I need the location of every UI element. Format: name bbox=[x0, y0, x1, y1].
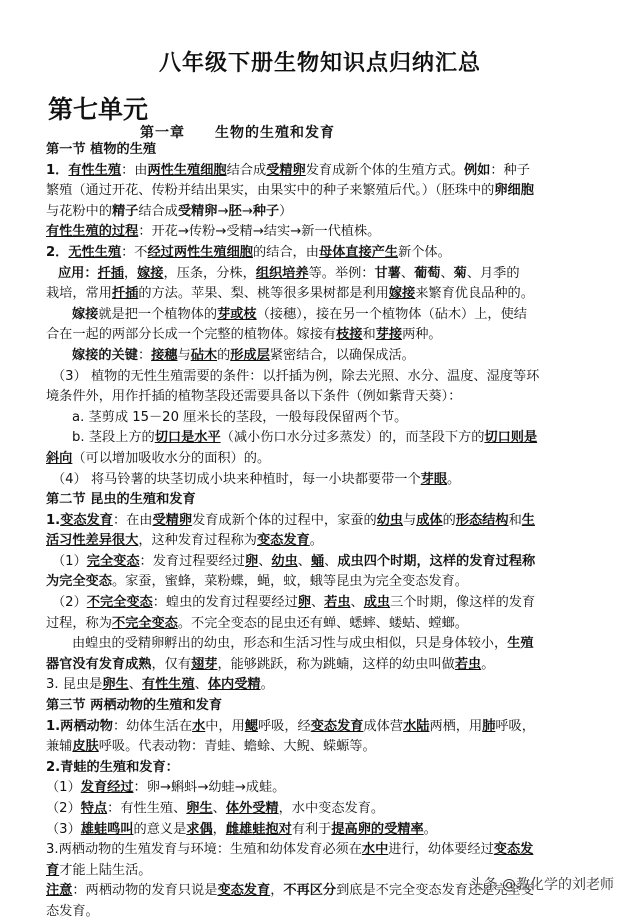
text-run: 枝接 bbox=[336, 327, 363, 343]
text-run: 、 bbox=[310, 595, 325, 611]
text-run: 才能上陆生活。 bbox=[59, 862, 152, 878]
text-run: 水 bbox=[192, 718, 206, 734]
text-run: 举例： bbox=[334, 265, 375, 281]
text-run: 变态发育 bbox=[60, 512, 113, 528]
text-run: 嫁接 bbox=[388, 286, 416, 302]
text-run: 、 bbox=[400, 265, 415, 281]
text-run: 皮肤 bbox=[72, 739, 99, 755]
text-run: 接穗 bbox=[151, 347, 178, 363]
text-run: 呼吸， bbox=[495, 718, 535, 734]
text-run: ，压条，分株， bbox=[163, 265, 256, 281]
text-run: 发育经过 bbox=[80, 780, 134, 796]
text-run: 兼辅 bbox=[46, 739, 73, 755]
text-run: 2． bbox=[46, 244, 69, 260]
unit-heading: 第七单元 bbox=[48, 95, 149, 124]
text-line bbox=[46, 428, 606, 449]
text-run: 雌雄蛙抱对 bbox=[225, 821, 292, 837]
text-run: 育 bbox=[46, 862, 60, 878]
text-run: 合在一起的两部分长成一个完整的植物体。嫁接有 bbox=[46, 327, 337, 343]
text-run: 呼吸，经 bbox=[258, 718, 311, 734]
text-run: 嫁接的关键 bbox=[72, 347, 138, 363]
text-run: 。 bbox=[423, 821, 437, 837]
text-run: 两栖，用 bbox=[429, 718, 483, 734]
text-run: 砧木 bbox=[190, 347, 218, 363]
text-run: 变态发育 bbox=[217, 883, 271, 899]
text-run: 就是把一个植物体的 bbox=[98, 306, 218, 322]
text-run: （3） 植物的无性生殖需要的条件：以扦插为例，除去光照、水分、温度、湿度等环 bbox=[52, 368, 540, 384]
text-run: 经过两性生殖细胞 bbox=[147, 244, 253, 260]
text-line bbox=[46, 820, 606, 841]
text-run: 不完全变态 bbox=[86, 595, 153, 611]
text-run: （减小伤口水分过多蒸发）的，而茎段下方的 bbox=[220, 430, 485, 446]
text-line bbox=[46, 222, 606, 243]
text-line bbox=[46, 552, 606, 573]
text-run: （1） bbox=[52, 553, 87, 569]
text-run: 雄蛙鸣叫 bbox=[80, 821, 134, 837]
text-run: 生 bbox=[521, 512, 535, 528]
text-run: 2.青蛙的生殖和发育： bbox=[46, 759, 179, 775]
text-run: ， bbox=[270, 883, 284, 899]
text-line bbox=[46, 737, 606, 758]
text-run: 变态发育 bbox=[257, 533, 310, 549]
text-run: 成体 bbox=[416, 512, 443, 528]
text-line bbox=[46, 902, 606, 923]
text-run: 与花粉中的 bbox=[46, 203, 112, 219]
text-run: ：幼体生活在 bbox=[112, 718, 193, 734]
text-run: 卵 bbox=[245, 553, 259, 569]
text-run: 的意义是 bbox=[133, 821, 187, 837]
text-line bbox=[46, 511, 606, 532]
text-run: 为完全变态 bbox=[46, 574, 112, 590]
text-run: 芽眼 bbox=[420, 471, 448, 487]
text-run: 幼虫 bbox=[376, 512, 404, 528]
text-run: ：由 bbox=[121, 162, 148, 178]
text-run: 幼虫 bbox=[271, 553, 298, 569]
text-run: 有性生殖的过程 bbox=[46, 224, 139, 240]
text-run: → bbox=[217, 203, 229, 219]
text-run: ：不 bbox=[121, 244, 148, 260]
text-run: ，水中变态发育。 bbox=[278, 801, 385, 816]
text-run: 栽培，常用 bbox=[46, 286, 112, 302]
text-run: 。 bbox=[447, 471, 461, 487]
text-run: ，仅有 bbox=[151, 656, 192, 672]
text-line bbox=[46, 758, 606, 779]
text-run: 由蝗虫的受精卵孵出的幼虫，形态和生活习性与成虫相似，只是身体较小， bbox=[72, 636, 508, 652]
text-run: 第二节 昆虫的生殖和发育 bbox=[46, 492, 196, 508]
watermark-credit: 头条 @教化学的刘老师 bbox=[469, 877, 614, 893]
text-run: 。不完全变态的昆虫还有蝉、蟋蟀、蝼蛄、螳螂。 bbox=[177, 615, 468, 631]
text-run: 呼吸。代表动物：青蛙、蟾蜍、大鲵、蝾螈等。 bbox=[98, 739, 376, 755]
text-run: 来繁育优良品种的。 bbox=[415, 286, 534, 302]
text-run: 、 bbox=[258, 553, 272, 569]
text-line bbox=[46, 655, 606, 676]
text-line bbox=[46, 799, 606, 820]
text-run: 卵生 bbox=[186, 801, 213, 816]
text-run: 、 bbox=[350, 595, 364, 611]
text-run: 肺 bbox=[482, 718, 496, 734]
text-line bbox=[46, 470, 606, 491]
text-line bbox=[46, 367, 606, 388]
text-line bbox=[46, 593, 606, 614]
text-run: 芽接 bbox=[375, 327, 403, 343]
text-run: 发育成新个体的过程中，家蚕的 bbox=[192, 512, 377, 528]
text-run: ，能够跳跃，称为跳蝻，这样的幼虫叫做 bbox=[217, 656, 455, 672]
text-run: a. 茎剪成 15－20 厘米长的茎段，一般每段保留两个节。 bbox=[72, 409, 408, 425]
text-run: ：种子 bbox=[490, 162, 530, 178]
text-line bbox=[46, 675, 606, 696]
content-body bbox=[46, 140, 606, 923]
text-run: 与 bbox=[403, 512, 417, 528]
text-run: 求偶 bbox=[186, 821, 213, 837]
text-run: ：开花→传粉→受精→结实→新一代植株。 bbox=[138, 224, 381, 240]
text-run: 若虫 bbox=[324, 595, 351, 611]
text-run: 嫁接 bbox=[72, 306, 99, 322]
text-run: 、 bbox=[212, 801, 226, 816]
text-run: 提高卵的受精率 bbox=[331, 821, 424, 837]
text-line bbox=[46, 572, 606, 593]
text-run: 结合成 bbox=[138, 203, 178, 219]
text-run: （1） bbox=[46, 780, 81, 796]
text-run: 水陆 bbox=[403, 718, 430, 734]
text-run: 水中 bbox=[361, 842, 389, 858]
text-line bbox=[46, 531, 606, 552]
text-line bbox=[46, 243, 606, 264]
text-run: ： bbox=[137, 347, 152, 363]
text-run: 扦插 bbox=[97, 265, 124, 281]
text-run: 昆虫是 bbox=[62, 677, 103, 693]
chapter-heading: 第一章 生物的生殖和发育 bbox=[140, 125, 335, 141]
text-run: 有性生殖 bbox=[141, 677, 195, 693]
text-line bbox=[46, 840, 606, 861]
text-run: 若虫 bbox=[454, 656, 482, 672]
text-line bbox=[46, 181, 606, 202]
text-line bbox=[46, 325, 606, 346]
text-run: → bbox=[241, 203, 253, 219]
text-run: b. 茎段上方的 bbox=[72, 430, 155, 446]
text-run: 变态发育 bbox=[310, 718, 364, 734]
text-run: 、 bbox=[297, 553, 311, 569]
text-run: 发育成新个体的生殖方式。 bbox=[305, 162, 464, 178]
text-run: 嫁接 bbox=[137, 265, 164, 281]
text-run: 体内受精 bbox=[207, 677, 261, 693]
text-run: ：两栖动物的发育只说是 bbox=[72, 883, 218, 899]
text-run: 鳃 bbox=[244, 718, 258, 734]
document-title: 八年级下册生物知识点归纳汇总 bbox=[158, 51, 481, 76]
text-run: 境条件外，用作扦插的植物茎段还需要具备以下条件（例如紫背天葵）： bbox=[46, 389, 462, 405]
text-run: 1.两栖动物 bbox=[46, 718, 113, 734]
text-run: 的结合，由 bbox=[253, 244, 319, 260]
text-run: 形态结构 bbox=[455, 512, 509, 528]
text-line bbox=[46, 387, 606, 408]
text-run: 的 bbox=[442, 512, 456, 528]
text-run: 紧密结合，以确保成活。 bbox=[269, 347, 415, 363]
text-run: 完全变态 bbox=[86, 553, 140, 569]
text-run: 甘薯 bbox=[374, 265, 401, 281]
text-run: ：蝗虫的发育过程要经过 bbox=[152, 595, 298, 611]
text-run: 生殖 bbox=[507, 636, 534, 652]
text-run: 卵 bbox=[297, 595, 311, 611]
text-run: 到底是不完全变态发育还是完全变 bbox=[336, 883, 534, 899]
text-line bbox=[46, 634, 606, 655]
text-line bbox=[46, 717, 606, 738]
text-run: ， bbox=[212, 821, 226, 837]
text-run: 斜向 bbox=[46, 450, 73, 466]
text-run: 、 bbox=[440, 265, 454, 281]
text-run: 等。 bbox=[308, 265, 335, 281]
text-run: （2） bbox=[52, 595, 87, 611]
text-run: （可以增加吸收水分的面积）的。 bbox=[72, 450, 271, 466]
text-run: 有利于 bbox=[291, 821, 332, 837]
text-run: 精子 bbox=[111, 203, 139, 219]
text-run: 和 bbox=[362, 327, 376, 343]
text-run: 、 bbox=[128, 677, 142, 693]
text-run: 3. bbox=[46, 677, 63, 693]
text-run: 3.两栖动物的生殖发育与环境：生殖和幼体发育必须在 bbox=[46, 842, 362, 858]
text-run: 成体营 bbox=[363, 718, 404, 734]
text-run: 。 bbox=[481, 656, 495, 672]
text-line bbox=[46, 449, 606, 470]
text-run: 特点 bbox=[80, 801, 108, 816]
text-run: 和 bbox=[508, 512, 522, 528]
text-run: （接穗），接在另一个植物体（砧木）上，使结 bbox=[256, 306, 527, 322]
text-run: 进行，幼体要经过 bbox=[388, 842, 494, 858]
text-run: 。 bbox=[309, 533, 323, 549]
text-run: 成虫四个时期，这样的发育过程称 bbox=[337, 553, 536, 569]
text-line bbox=[46, 305, 606, 326]
text-run: 繁殖（通过开花、传粉并结出果实，由果实中的种子来繁殖后代。）（胚珠中的 bbox=[46, 183, 495, 199]
text-run: 第一节 植物的生殖 bbox=[46, 142, 157, 157]
text-run: 成虫 bbox=[363, 595, 391, 611]
text-run: 形成层 bbox=[230, 347, 270, 363]
text-run: 。 bbox=[260, 677, 274, 693]
text-run: ） bbox=[279, 203, 293, 219]
text-run: 卵细胞 bbox=[494, 183, 534, 199]
text-run: 切口是水平 bbox=[154, 430, 221, 446]
text-run: 体外受精 bbox=[225, 801, 279, 816]
text-line bbox=[46, 161, 606, 182]
text-line bbox=[46, 264, 606, 285]
text-run: 翅芽 bbox=[191, 656, 218, 672]
text-line bbox=[46, 778, 606, 799]
text-run: 新个体。 bbox=[398, 244, 451, 260]
text-run: 中，用 bbox=[205, 718, 245, 734]
text-run: （2） bbox=[46, 801, 81, 816]
text-run: 活习性差异很大 bbox=[46, 533, 139, 549]
text-run: 不再区分 bbox=[283, 883, 337, 899]
text-run: 的 bbox=[217, 347, 231, 363]
text-run: 、月季的 bbox=[466, 265, 520, 281]
text-run: 扦插 bbox=[111, 286, 139, 302]
text-run: 两性生殖细胞 bbox=[147, 162, 227, 178]
text-run: 例如 bbox=[464, 162, 491, 178]
text-run: 态发育。 bbox=[46, 903, 99, 919]
text-line bbox=[46, 614, 606, 635]
text-run: 种子 bbox=[252, 203, 280, 219]
text-run: 变态发 bbox=[493, 842, 534, 858]
text-run: 过程，称为 bbox=[46, 615, 112, 631]
text-run: ， bbox=[123, 265, 138, 281]
text-run: 受精卵 bbox=[266, 162, 306, 178]
text-run: 1. bbox=[46, 512, 61, 528]
section-heading bbox=[46, 140, 606, 161]
text-run: 受精卵 bbox=[177, 203, 218, 219]
text-run: 芽或枝 bbox=[217, 306, 257, 322]
text-run: 不完全变态 bbox=[111, 615, 178, 631]
text-run: 切口则是 bbox=[484, 430, 538, 446]
text-line bbox=[46, 202, 606, 223]
text-run: 胚 bbox=[228, 203, 242, 219]
text-run: 蛹 bbox=[310, 553, 325, 569]
text-line bbox=[46, 346, 606, 367]
text-run: 器官没有发育成熟 bbox=[46, 656, 152, 672]
section-heading bbox=[46, 490, 606, 511]
text-run: ：卵→蝌蚪→幼蛙→成蛙。 bbox=[133, 780, 286, 796]
text-run: （4） 将马铃薯的块茎切成小块来种植时，每一小块都要带一个 bbox=[52, 471, 421, 487]
text-run: 1． bbox=[46, 162, 69, 178]
text-run: 组织培养 bbox=[255, 265, 309, 281]
text-run: 的方法。苹果、梨、桃等很多果树都是利用 bbox=[138, 286, 389, 302]
text-run: ，这种发育过程称为 bbox=[138, 533, 257, 549]
text-line bbox=[46, 284, 606, 305]
text-run: （3） bbox=[46, 821, 81, 837]
text-run: 葡萄 bbox=[414, 265, 441, 281]
text-run: ：在由 bbox=[112, 512, 153, 528]
text-run: ：发育过程要经过 bbox=[139, 553, 246, 569]
text-run: 结合成 bbox=[226, 162, 267, 178]
text-run: 。家蚕，蜜蜂，菜粉蝶，蝇，蚊，蛾等昆虫为完全变态发育。 bbox=[111, 574, 468, 590]
text-run: 三个时期，像这样的发育 bbox=[390, 595, 536, 611]
text-run: 母体直接产生 bbox=[318, 244, 399, 260]
text-run: 、 bbox=[324, 553, 338, 569]
text-run: 菊 bbox=[453, 265, 467, 281]
text-run: ：有性生殖、 bbox=[107, 801, 187, 816]
text-run: 有性生殖 bbox=[68, 162, 122, 178]
text-run: 两种。 bbox=[402, 327, 442, 343]
text-run: 、 bbox=[194, 677, 208, 693]
text-run: 注意 bbox=[46, 883, 73, 899]
section-heading bbox=[46, 696, 606, 717]
text-run: 第三节 两栖动物的生殖和发育 bbox=[46, 698, 223, 714]
text-run: 卵生 bbox=[102, 677, 129, 693]
text-run: 与 bbox=[177, 347, 191, 363]
text-line bbox=[46, 408, 606, 429]
text-run: 应用： bbox=[58, 265, 98, 281]
text-run: 受精卵 bbox=[152, 512, 193, 528]
text-run: 无性生殖 bbox=[68, 244, 122, 260]
